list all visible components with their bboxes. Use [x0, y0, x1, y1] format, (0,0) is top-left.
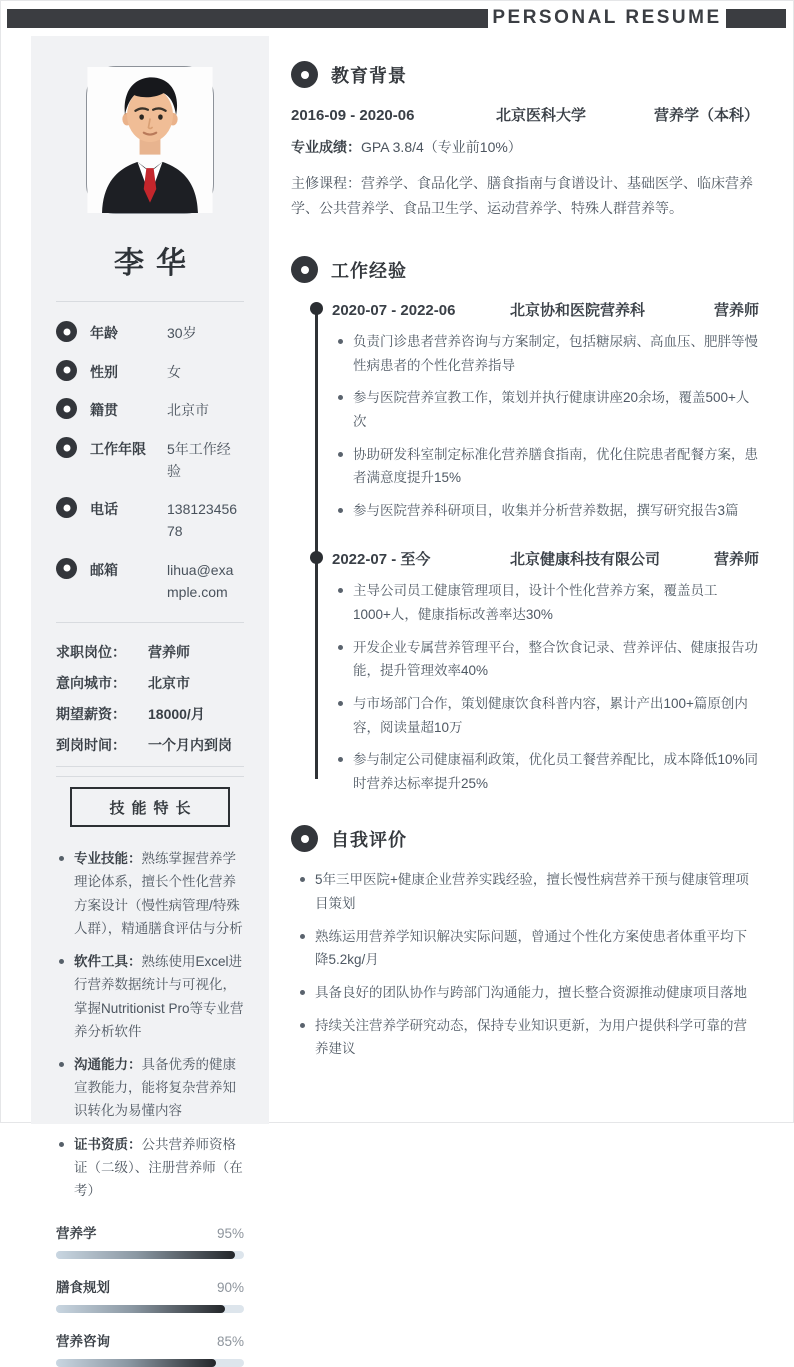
- job-bullet-item: 参与制定公司健康福利政策，优化员工餐营养配比，成本降低10%同时营养达标率提升25%: [335, 748, 759, 795]
- skill-bar-percent: 85%: [216, 1334, 244, 1350]
- bullet-donut-icon: [56, 321, 77, 342]
- resume-header-title: PERSONAL RESUME: [488, 1, 726, 34]
- skill-bullet-label: 软件工具：: [74, 954, 142, 970]
- evaluation-bullet-item: 持续关注营养学研究动态，保持专业知识更新，为用户提供科学可靠的营养建议: [297, 1014, 759, 1061]
- job-company: 北京协和医院营养科: [510, 302, 646, 319]
- skill-bullet-label: 专业技能：: [74, 851, 142, 867]
- courses-text: 营养学、食品化学、膳食指南与食谱设计、基础医学、临床营养学、公共营养学、食品卫生学、运动营养学、特殊人群营养等。: [291, 175, 753, 216]
- info-value: 13812345678: [167, 501, 238, 540]
- personal-info-row: [56, 321, 244, 345]
- section-donut-icon: [291, 61, 318, 88]
- evaluation-section-title: 自我评价: [331, 829, 407, 850]
- job-entry: [332, 299, 759, 522]
- intent-value: 一个月内到岗: [148, 737, 232, 754]
- skill-bar-list: [56, 1222, 244, 1367]
- evaluation-bullet-item: 熟练运用营养学知识解决实际问题，曾通过个性化方案使患者体重平均下降5.2kg/月: [297, 925, 759, 972]
- skill-bullet-label: 证书资质：: [74, 1136, 142, 1152]
- job-bullet-item: 主导公司员工健康管理项目，设计个性化营养方案，覆盖员工1000+人，健康指标改善率达30%: [335, 579, 759, 626]
- job-bullet-item: 参与医院营养科研项目，收集并分析营养数据，撰写研究报告3篇: [335, 499, 759, 523]
- education-entry-row: [291, 104, 759, 125]
- skill-bar-fill: [56, 1305, 225, 1313]
- job-intent-list: [56, 642, 244, 755]
- work-section-header: [291, 256, 759, 283]
- evaluation-bullet-list: [291, 868, 759, 1060]
- evaluation-section: [291, 825, 759, 1060]
- skill-bar-head: [56, 1330, 244, 1350]
- skill-bar-label: 营养咨询: [56, 1334, 110, 1350]
- info-label: 性别: [90, 363, 118, 380]
- candidate-name: 李华: [114, 247, 198, 280]
- info-label: 邮箱: [90, 561, 118, 578]
- evaluation-bullet-item: 5年三甲医院+健康企业营养实践经验，擅长慢性病营养干预与健康管理项目策划: [297, 868, 759, 915]
- job-bullet-list: [332, 579, 759, 795]
- skill-bullet-item: [56, 1053, 244, 1123]
- info-label: 年龄: [90, 325, 118, 341]
- main-column: [291, 36, 759, 1124]
- bullet-donut-icon: [56, 360, 77, 381]
- info-label: 工作年限: [90, 441, 146, 458]
- gpa-line: [291, 137, 759, 157]
- job-bullet-item: 协助研发科室制定标准化营养膳食指南，优化住院患者配餐方案，患者满意度提升15%: [335, 443, 759, 490]
- work-section-title: 工作经验: [331, 260, 407, 281]
- personal-info-row: [56, 360, 244, 384]
- intent-label: 意向城市：: [56, 675, 126, 692]
- skill-bar-row: [56, 1222, 244, 1259]
- bullet-donut-icon: [56, 558, 77, 579]
- skill-bar-fill: [56, 1359, 216, 1367]
- intent-label: 求职岗位：: [56, 644, 126, 661]
- education-period: 2016-09 - 2020-06: [291, 107, 415, 124]
- skill-bar-fill: [56, 1251, 235, 1259]
- job-intent-row: [56, 673, 244, 693]
- resume-body: [31, 36, 759, 1350]
- skill-bar-row: [56, 1276, 244, 1313]
- skill-bullet-label: 沟通能力：: [74, 1056, 142, 1072]
- intent-value: 北京市: [148, 675, 190, 692]
- courses-label: 主修课程：: [291, 175, 361, 191]
- skill-bullet-item: [56, 847, 244, 940]
- job-bullet-item: 负责门诊患者营养咨询与方案制定，包括糖尿病、高血压、肥胖等慢性病患者的个性化营养指导: [335, 330, 759, 377]
- education-school: 北京医科大学: [496, 107, 587, 124]
- skill-bar-label: 营养学: [56, 1226, 97, 1242]
- education-section: [291, 61, 759, 220]
- info-value: 北京市: [167, 402, 209, 419]
- gpa-value: GPA 3.8/4（专业前10%）: [361, 139, 522, 155]
- job-bullet-item: 开发企业专属营养管理平台，整合饮食记录、营养评估、健康报告功能，提升管理效率40%: [335, 636, 759, 683]
- job-entry: [332, 548, 759, 795]
- job-bullet-list: [332, 330, 759, 522]
- intent-value: 营养师: [148, 644, 190, 661]
- section-donut-icon: [291, 256, 318, 283]
- sidebar: [31, 36, 269, 1350]
- skill-bullet-list: [56, 847, 244, 1202]
- job-intent-row: [56, 735, 244, 755]
- education-section-title: 教育背景: [331, 65, 407, 86]
- info-value: 女: [167, 363, 181, 380]
- skill-bullet-text: 公共营养师资格证（二级）、注册营养师（在考）: [74, 1136, 243, 1199]
- education-section-header: [291, 61, 759, 88]
- personal-info-row: [56, 497, 244, 542]
- evaluation-section-header: [291, 825, 759, 852]
- job-company: 北京健康科技有限公司: [510, 551, 661, 569]
- avatar: [86, 66, 214, 214]
- job-period: 2020-07 - 2022-06: [332, 302, 456, 319]
- info-label: 电话: [90, 501, 118, 518]
- work-timeline: [305, 299, 759, 795]
- skill-bullet-text: 具备优秀的健康宣教能力，能将复杂营养知识转化为易懂内容: [74, 1056, 236, 1119]
- personal-info-row: [56, 398, 244, 422]
- job-header-row: [332, 299, 759, 320]
- job-role: 营养师: [713, 551, 759, 569]
- skill-bar-track: [56, 1305, 244, 1313]
- job-period: 2022-07 - 至今: [332, 551, 431, 569]
- job-role: 营养师: [713, 302, 759, 319]
- info-value: lihua@example.com: [167, 561, 234, 600]
- male-portrait-icon: [87, 67, 213, 213]
- skill-bullet-text: 熟练使用Excel进行营养数据统计与可视化，掌握Nutritionist Pro等专业营养分析软件: [74, 954, 244, 1039]
- skills-section-title: 技能特长: [70, 787, 230, 827]
- skill-bullet-text: 熟练掌握营养学理论体系，擅长个性化营养方案设计（慢性病管理/特殊人群），精通膳食评估与分析: [74, 851, 243, 936]
- skill-bar-row: [56, 1330, 244, 1367]
- divider: [56, 622, 244, 623]
- skill-bar-track: [56, 1251, 244, 1259]
- divider: [56, 301, 244, 302]
- personal-info-row: [56, 437, 244, 482]
- job-bullet-item: 与市场部门合作，策划健康饮食科普内容，累计产出100+篇原创内容，阅读量超10万: [335, 692, 759, 739]
- job-header-row: [332, 548, 759, 569]
- job-bullet-item: 参与医院营养宣教工作，策划并执行健康讲座20余场，覆盖500+人次: [335, 386, 759, 433]
- education-degree: 营养学（本科）: [653, 107, 759, 124]
- work-section: [291, 256, 759, 795]
- bullet-donut-icon: [56, 398, 77, 419]
- courses-paragraph: [291, 171, 759, 220]
- skill-bar-head: [56, 1222, 244, 1242]
- skill-bullet-item: [56, 1133, 244, 1203]
- intent-label: 期望薪资：: [56, 706, 126, 723]
- intent-value: 18000/月: [148, 706, 205, 723]
- skill-bar-head: [56, 1276, 244, 1296]
- info-value: 5年工作经验: [167, 441, 231, 479]
- skill-bar-percent: 95%: [216, 1226, 244, 1242]
- intent-label: 到岗时间：: [56, 737, 126, 754]
- skill-bar-percent: 90%: [216, 1280, 244, 1296]
- skill-bullet-item: [56, 950, 244, 1043]
- personal-info-row: [56, 558, 244, 603]
- job-intent-row: [56, 704, 244, 724]
- info-value: 30岁: [167, 325, 197, 341]
- skill-bar-label: 膳食规划: [56, 1280, 110, 1296]
- bullet-donut-icon: [56, 497, 77, 518]
- personal-info-list: [56, 321, 244, 603]
- gpa-label: 专业成绩：: [291, 139, 361, 155]
- info-label: 籍贯: [90, 402, 118, 419]
- bullet-donut-icon: [56, 437, 77, 458]
- evaluation-bullet-item: 具备良好的团队协作与跨部门沟通能力，擅长整合资源推动健康项目落地: [297, 981, 759, 1005]
- section-donut-icon: [291, 825, 318, 852]
- divider: [56, 766, 244, 767]
- divider: [56, 776, 244, 777]
- job-intent-row: [56, 642, 244, 662]
- skill-bar-track: [56, 1359, 244, 1367]
